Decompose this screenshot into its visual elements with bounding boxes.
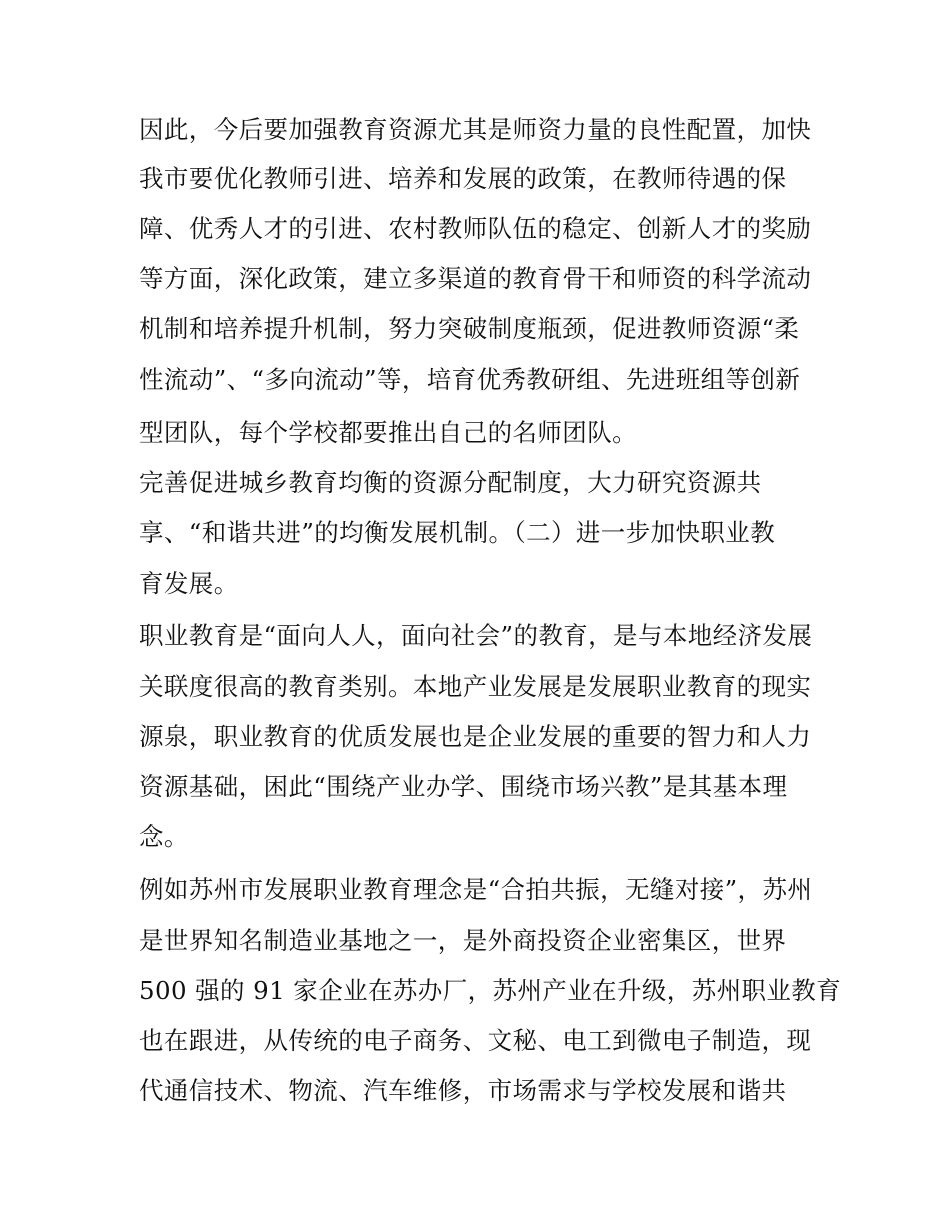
text-line: 念。 [139,822,189,851]
text-line: 育发展。 [139,569,239,598]
text-line: 完善促进城乡教育均衡的资源分配制度，大力研究资源共 [139,468,762,497]
text-line: 500 强的 91 家企业在苏办厂，苏州产业在升级，苏州职业教育 [139,976,842,1005]
text-line: 障、优秀人才的引进、农村教师队伍的稳定、创新人才的奖励 [139,214,812,243]
text-line: 资源基础，困此“围绕产业办学、围绕市场兴教”是其基本理 [139,772,788,801]
text-line: 我市要优化教师引进、培养和发展的政策，在教师待遇的保 [139,164,787,193]
text-line: 关联度很高的教育类别。本地产业发展是发展职业教育的现实 [139,672,812,701]
text-line: 享、“和谐共进”的均衡发展机制。（二）进一步加快职业教 [139,518,776,547]
text-line: 型团队，每个学校都要推出自己的名师团队。 [139,418,637,447]
text-line: 是世界知名制造业基地之一，是外商投资企业密集区，世界 [139,926,787,955]
text-line: 源泉，职业教育的优质发展也是企业发展的重要的智力和人力 [139,722,812,751]
text-line: 等方面，深化政策，建立多渠道的教育骨干和师资的科学流动 [139,264,812,293]
text-line: 代通信技术、物流、汽车维修，市场需求与学校发展和谐共 [139,1076,787,1105]
text-line: 职业教育是“面向人人，面向社会”的教育，是与本地经济发展 [139,621,813,650]
text-line: 性流动”、“多向流动”等，培育优秀教研组、先进班组等创新 [139,365,801,394]
text-line: 机制和培养提升机制，努力突破制度瓶颈，促进教师资源“柔 [139,314,800,343]
text-line: 因此，今后要加强教育资源尤其是师资力量的良性配置，加快 [139,115,812,144]
text-line: 也在跟进，从传统的电子商务、文秘、电工到微电子制造，现 [139,1026,812,1055]
text-line: 例如苏州市发展职业教育理念是“合拍共振，无缝对接”，苏州 [139,875,813,904]
